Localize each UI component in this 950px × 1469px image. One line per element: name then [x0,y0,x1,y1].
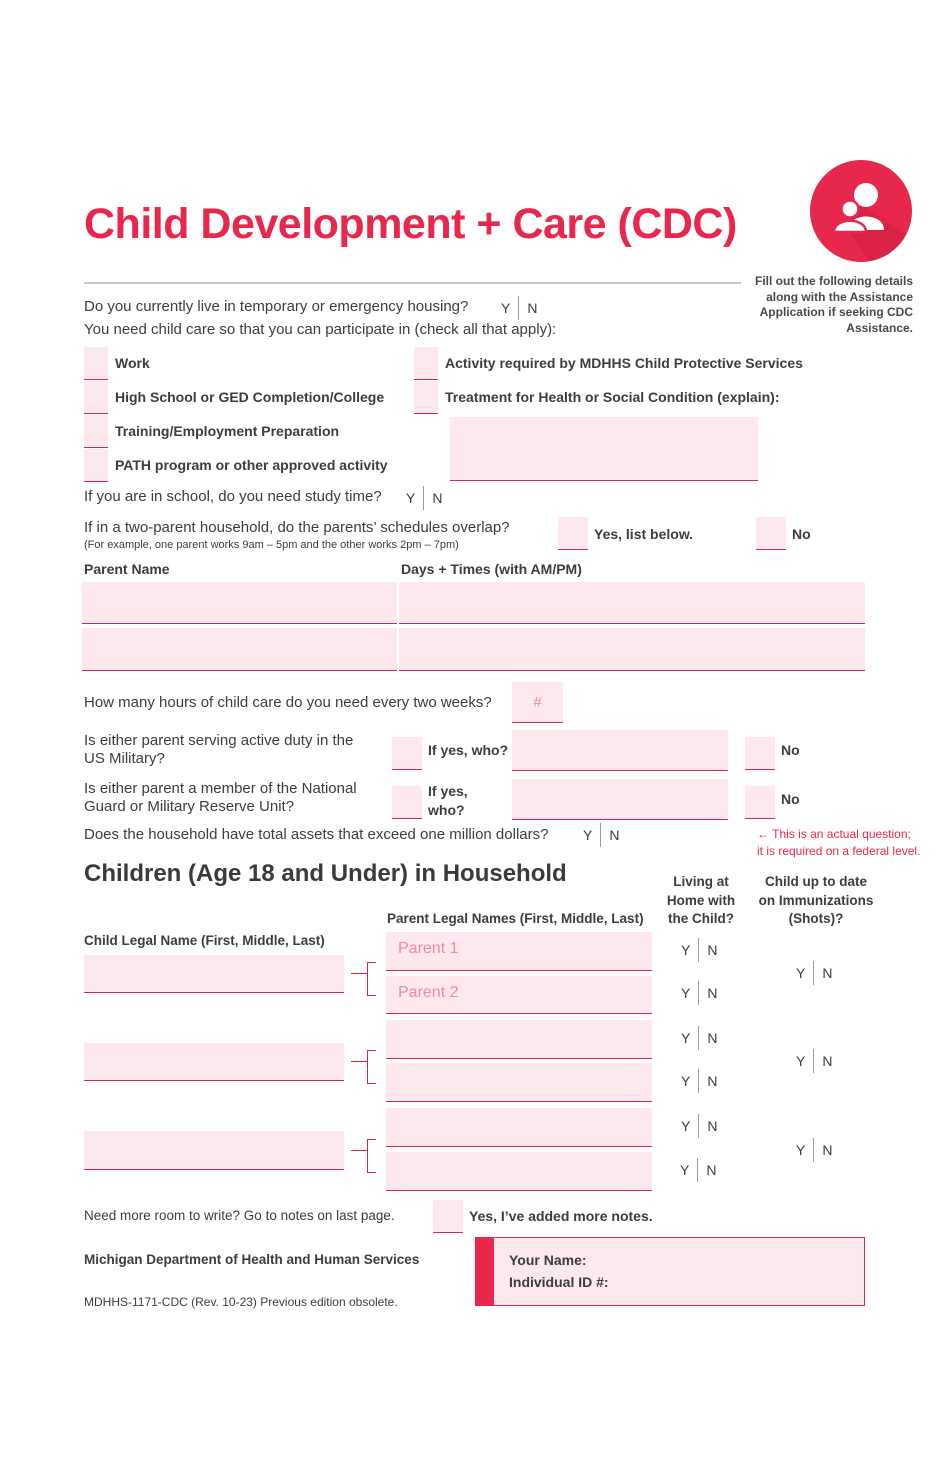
military-question-line1: Is either parent serving active duty in the [84,732,354,749]
child3-parent2-field[interactable] [386,1152,652,1191]
immunizations-header: Child up to date on Immunizations (Shots)? [758,874,874,926]
overlap-no-checkbox[interactable] [756,517,786,550]
temp-housing-yn[interactable] [493,296,545,320]
cps-checkbox[interactable] [414,347,438,380]
more-notes-label: Yes, I’ve added more notes. [469,1208,653,1224]
military-no-checkbox[interactable] [745,737,775,770]
guard-question-line2: Guard or Military Reserve Unit? [84,798,295,815]
child3-parent2-home-yn[interactable] [672,1158,724,1182]
training-label: Training/Employment Preparation [115,423,340,439]
overlap-yes-checkbox[interactable] [558,517,588,550]
military-who-field[interactable] [512,730,728,771]
no-option[interactable]: N [822,1053,833,1069]
work-checkbox[interactable] [84,347,108,380]
guard-who-field[interactable] [512,779,728,820]
child1-parent1-field[interactable] [386,932,652,971]
family-icon [810,160,912,262]
no-option[interactable]: N [707,1118,718,1134]
more-notes-checkbox[interactable] [433,1200,463,1233]
guard-no-checkbox[interactable] [745,786,775,819]
military-question-line2: US Military? [84,750,165,767]
guard-question-line1: Is either parent a member of the National [84,780,357,797]
yes-option[interactable]: Y [681,1030,691,1046]
yes-option[interactable]: Y [583,827,593,843]
schedule-parent-field-2[interactable] [82,628,397,671]
bracket [367,1139,376,1173]
assets-question: Does the household have total assets that exceed one million dollars? [84,826,549,843]
assets-note-line1: ← This is an actual question; [757,827,911,841]
child3-parent1-field[interactable] [386,1108,652,1147]
military-yes-checkbox[interactable] [392,737,422,770]
yes-option[interactable]: Y [796,1142,806,1158]
treatment-checkbox[interactable] [414,381,438,414]
yes-option[interactable]: Y [796,965,806,981]
schedule-days-field-2[interactable] [399,628,865,671]
hours-placeholder: # [533,693,542,711]
no-option[interactable]: N [822,965,833,981]
page-title: Child Development + Care (CDC) [84,200,737,248]
child1-parent1-home-yn[interactable] [673,938,725,962]
child2-parent2-field[interactable] [386,1063,652,1102]
hours-question: How many hours of child care do you need every two weeks? [84,694,492,711]
yes-option[interactable]: Y [501,300,511,316]
guard-no-label: No [781,791,800,807]
no-option[interactable]: N [822,1142,833,1158]
child-name-field-1[interactable] [84,955,344,993]
no-option[interactable]: N [707,1030,718,1046]
child2-parent1-field[interactable] [386,1020,652,1059]
yes-option[interactable]: Y [680,1162,690,1178]
days-times-header: Days + Times (with AM/PM) [401,561,582,577]
your-name-label[interactable]: Your Name: [509,1252,587,1268]
child2-parent1-home-yn[interactable] [673,1026,725,1050]
no-option[interactable]: N [527,300,538,316]
participate-question: You need child care so that you can participate in (check all that apply): [84,321,557,338]
parent1-placeholder: Parent 1 [398,940,459,957]
parent-name-header: Parent Name [84,561,170,577]
treatment-explain-field[interactable] [450,417,758,481]
parent-legal-names-header: Parent Legal Names (First, Middle, Last) [387,911,644,926]
temp-housing-question: Do you currently live in temporary or emergency housing? [84,298,469,315]
yes-option[interactable]: Y [681,985,691,1001]
child3-parent1-home-yn[interactable] [673,1114,725,1138]
child-legal-name-header: Child Legal Name (First, Middle, Last) [84,933,325,948]
cps-label: Activity required by MDHHS Child Protective Services [445,355,803,371]
identity-box [475,1237,865,1306]
child-name-field-3[interactable] [84,1131,344,1170]
child2-parent2-home-yn[interactable] [673,1069,725,1093]
yes-option[interactable]: Y [681,942,691,958]
form-id: MDHHS-1171-CDC (Rev. 10-23) Previous edition obsolete. [84,1295,398,1309]
no-option[interactable]: N [706,1162,717,1178]
child-name-field-2[interactable] [84,1043,344,1081]
path-label: PATH program or other approved activity [115,457,388,473]
work-label: Work [115,355,150,371]
more-room-text: Need more room to write? Go to notes on last page. [84,1208,395,1223]
training-checkbox[interactable] [84,415,108,448]
child1-parent2-home-yn[interactable] [673,981,725,1005]
no-option[interactable]: N [432,490,443,506]
yes-option[interactable]: Y [796,1053,806,1069]
schedule-parent-field-1[interactable] [82,582,397,624]
guard-ifyes-line1: If yes, [428,783,468,799]
no-option[interactable]: N [707,942,718,958]
guard-yes-checkbox[interactable] [392,786,422,819]
no-option[interactable]: N [609,827,620,843]
hours-field[interactable] [512,682,563,723]
study-time-question: If you are in school, do you need study time? [84,488,382,505]
instructions-note: Fill out the following details along with the Assistance Application if seeking CDC Assistance. [755,274,913,335]
title-rule [84,282,741,284]
overlap-yes-label: Yes, list below. [594,526,694,542]
child1-immunization-yn[interactable] [788,961,840,985]
parent2-placeholder: Parent 2 [398,984,459,1001]
military-no-label: No [781,742,800,758]
living-at-home-header: Living at Home with the Child? [666,874,736,926]
no-option[interactable]: N [707,1073,718,1089]
schedule-days-field-1[interactable] [399,582,865,624]
children-heading: Children (Age 18 and Under) in Household [84,860,567,887]
assets-yn[interactable] [575,823,627,847]
school-label: High School or GED Completion/College [115,389,385,405]
path-checkbox[interactable] [84,449,108,482]
bracket-connector [351,973,367,974]
study-time-yn[interactable] [398,486,450,510]
bracket-connector [351,1061,367,1062]
school-checkbox[interactable] [84,381,108,414]
guard-ifyes-line2: who? [428,802,465,818]
child3-immunization-yn[interactable] [788,1138,840,1162]
yes-option[interactable]: Y [681,1118,691,1134]
child1-parent2-field[interactable] [386,976,652,1014]
overlap-no-label: No [792,526,811,542]
bracket [367,962,376,996]
overlap-example: (For example, one parent works 9am – 5pm and the other works 2pm – 7pm) [84,539,459,551]
yes-option[interactable]: Y [681,1073,691,1089]
identity-box-accent [476,1238,494,1305]
bracket-connector [351,1150,367,1151]
yes-option[interactable]: Y [406,490,416,506]
individual-id-label[interactable]: Individual ID #: [509,1274,609,1290]
no-option[interactable]: N [707,985,718,1001]
department-name: Michigan Department of Health and Human Services [84,1252,420,1267]
assets-note-line2: it is required on a federal level. [757,844,921,858]
child2-immunization-yn[interactable] [788,1049,840,1073]
bracket [367,1050,376,1084]
treatment-label: Treatment for Health or Social Condition (explain): [445,389,780,405]
overlap-question: If in a two-parent household, do the parents’ schedules overlap? [84,519,510,536]
military-ifyes-label: If yes, who? [428,742,509,758]
